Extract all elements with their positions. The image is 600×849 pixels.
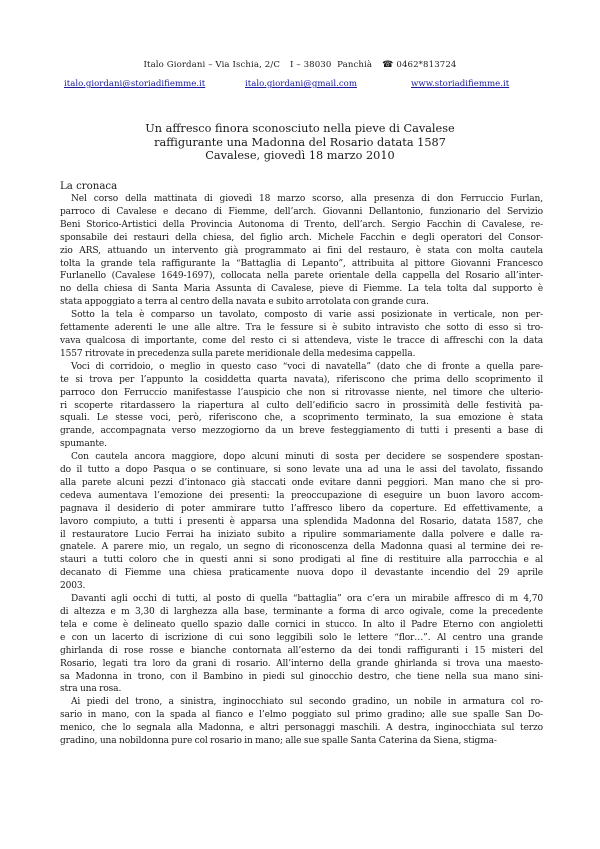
paragraph [60, 696, 543, 748]
paragraph-line: do il tutto a dopo Pasqua o se continuare, si sono levate una ad una le assi del tavolato, fissando [60, 465, 543, 476]
paragraph-line: grande, accompagnata verso mezzogiorno da un breve festeggiamento di tutti i presenti a base di [60, 426, 543, 437]
paragraph-line: stauri a tutti coloro che in questi anni si sono prodigati al fine di restituire alla parrocchia e al [60, 555, 543, 566]
paragraph-line: Voci di corridoio, o meglio in questo caso “voci di navatella” (dato che di fronte a quella pare- [71, 361, 543, 372]
email-link-gmail[interactable]: italo.giordani@gmail.com [245, 79, 357, 89]
address-town: Panchià [337, 60, 373, 70]
phone-number: 0462*813724 [396, 60, 457, 70]
paragraph-line: Sotto la tela è comparso un tavolato, composto di varie assi posizionate in verticale, non per- [71, 310, 543, 321]
paragraph-line: spumante. [60, 439, 107, 450]
title-line-1: Un affresco finora sconosciuto nella pieve di Cavalese [145, 122, 455, 135]
paragraph-line: menico, che lo segnala alla Madonna, e altri personaggi maschili. A destra, inginocchiata sul terzo [60, 723, 543, 734]
paragraph-line: Furlanello (Cavalese 1649-1697), collocata nella parete orientale della cappella del Rosario all’inter- [60, 271, 543, 282]
paragraph-line: sponsabile dei restauri della chiesa, del figlio arch. Michele Facchin e degli operatori del Consor- [60, 232, 543, 243]
paragraph [60, 361, 543, 451]
paragraph [60, 193, 543, 309]
paragraph-line: e con un lacerto di iscrizione di cui sono leggibili solo le lettere “flor…”. Al centro una grande [60, 632, 543, 643]
paragraph-line: gnatele. A parere mio, un regalo, un segno di riconoscenza della Madonna quasi al termine dei re- [60, 542, 543, 553]
paragraph-line: no della chiesa di Santa Maria Assunta di Cavalese, pieve di Fiemme. La tela tolta dal supporto è [60, 284, 543, 295]
paragraph [60, 309, 543, 361]
paragraph-line: decanato di Fiemme una chiesa praticamente nuova dopo il devastante incendio del 29 aprile [60, 568, 543, 579]
document-title [0, 122, 600, 163]
paragraph-line: parroco di Cavalese e decano di Fiemme, dell’arch. Giovanni Dellantonio, funzionario del Servizio [60, 206, 543, 217]
paragraph-line: sa Madonna in trono, con il Bambino in piedi sul ginocchio destro, che tiene nella sua mano sini- [60, 671, 543, 682]
email-link-storiadifiemme[interactable]: italo.giordani@storiadifiemme.it [64, 79, 206, 89]
paragraph-line: vava qualcosa di importante, come del resto ci si attendeva, viste le tracce di affreschi con la data [60, 335, 543, 346]
paragraph-line: 1557 ritrovate in precedenza sulla parete meridionale della medesima cappella. [60, 348, 416, 359]
address-name: Italo Giordani – Via Ischia, 2/C [143, 60, 281, 70]
telephone-icon: ☎ [382, 60, 394, 70]
paragraph [60, 593, 543, 696]
paragraph-line: te si trova per l’appunto la cosiddetta quarta navata), riferiscono che prima dello scoprimento il [60, 374, 543, 385]
paragraph-line: fettamente aderenti le une alle altre. Tra le fessure si è subito intravisto che sotto di esso si tro- [60, 323, 543, 334]
paragraph-line: Rosario, legati tra loro da grani di rosario. All’interno della grande ghirlanda si trova una maesto- [60, 658, 543, 669]
paragraph [60, 451, 543, 593]
paragraph-line: Ai piedi del trono, a sinistra, inginocchiato sul secondo gradino, un nobile in armatura col ro- [71, 697, 543, 708]
paragraph-line: il restauratore Lucio Ferrai ha iniziato subito a ripulire sommariamente dalla polvere e dalle ra- [60, 529, 543, 540]
paragraph-line: stra una rosa. [60, 684, 122, 695]
address-zip: I – 38030 [290, 60, 332, 70]
paragraph-line: cedeva aumentava l’emozione dei presenti: la preoccupazione di eseguire un buon lavoro accom- [60, 490, 543, 501]
paragraph-line: tela e come è delineato quello spazio dalle cornici in stucco. In alto il Padre Eterno con angioletti [60, 619, 543, 630]
paragraph-line: lavoro compiuto, a tutti i presenti è apparsa una splendida Madonna del Rosario, datata 1587, che [60, 516, 543, 527]
paragraph-line: parroco don Ferruccio manifestasse l’auspicio che non si ritrovasse niente, nel timore che ulterio- [60, 387, 543, 398]
paragraph-line: 2003. [60, 581, 86, 592]
paragraph-line: gradino, una nobildonna pure col rosario in mano; alle sue spalle Santa Caterina da Siena, stigma- [60, 736, 497, 747]
paragraph-line: stata appoggiato a terra al centro della navata e subito arrotolata con grande cura. [60, 297, 429, 308]
title-line-2: raffigurante una Madonna del Rosario datata 1587 [154, 135, 446, 149]
contact-line [0, 60, 600, 70]
paragraph-line: Beni Storico-Artistici della Provincia Autonoma di Trento, dell’arch. Sergio Facchin di Cavalese, re- [60, 219, 543, 230]
website-link[interactable]: www.storiadifiemme.it [411, 79, 510, 89]
paragraph-line: ri scoperte ritardassero la riapertura al culto dell’edificio sacro in prossimità delle festività pa- [60, 400, 543, 411]
paragraph-line: pagnava il desiderio di poter ammirare tutto l’affresco libero da coperture. Ed effettivamente, a [60, 503, 543, 514]
article-body [60, 193, 543, 748]
paragraph-line: alla parete alcuni pezzi d’intonaco già staccati onde evitare danni peggiori. Man mano che si pro- [60, 477, 543, 488]
paragraph-line: zio ARS, attuando un intervento già programmato ai fini del restauro, è stata con molta cautela [60, 245, 543, 256]
section-heading: La cronaca [60, 181, 118, 192]
paragraph-line: squali. Le stesse voci, però, riferiscono che, a scoprimento terminato, la sua emozione è stata [60, 413, 543, 424]
paragraph-line: Davanti agli occhi di tutti, al posto di quella “battaglia” ora c’era un mirabile affresco di m 4,70 [71, 594, 543, 605]
paragraph-line: Con cautela ancora maggiore, dopo alcuni minuti di sosta per decidere se sospendere spostan- [71, 452, 543, 463]
paragraph-line: Nel corso della mattinata di giovedì 18 marzo scorso, alla presenza di don Ferruccio Furlan, [71, 194, 543, 204]
paragraph-line: sario in mano, con la spada al fianco e l’elmo poggiato sul primo gradino; alle sue spalle San Do- [60, 710, 543, 721]
title-date-line: Cavalese, giovedì 18 marzo 2010 [205, 149, 395, 163]
paragraph-line: ghirlanda di rose rosse e bianche contornata all’esterno da dei tondi raffiguranti i 15 misteri del [60, 645, 543, 656]
paragraph-line: di altezza e m 3,30 di larghezza alla base, terminante a forma di arco ogivale, come la precedente [60, 607, 543, 617]
paragraph-line: tolta la grande tela raffigurante la “Battaglia di Lepanto”, attribuita al pittore Giovanni Francesco [60, 258, 543, 269]
